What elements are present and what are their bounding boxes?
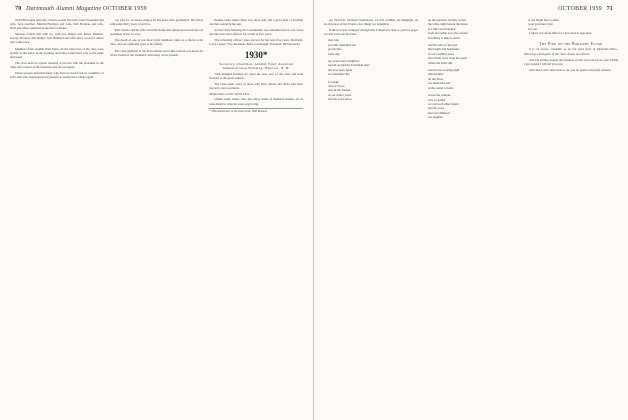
poem-line: who is it now: [328, 84, 345, 89]
poem-line: and the echo of the past: [428, 43, 458, 48]
poem-line: I wonder: [328, 79, 340, 84]
paragraph: well I'm getting around the business of this once but in our case I think I got around I will tell you now.: [524, 57, 618, 66]
section-heading: Reflections on the Third Time: [209, 92, 250, 97]
paragraph: Those present included many who had not been back in a number of years and who expressed great pleasure in seeing the College again.: [10, 71, 104, 80]
poem-line: from fear when you give a hand: [428, 31, 468, 36]
poem-line: in the sound of bells: [428, 85, 454, 90]
poem-line: the white night beside the house: [428, 22, 468, 27]
footnote: * 30th anniversary of the class at the 1960 Reunion.: [209, 108, 303, 114]
paragraph: Members from Jaquith, Paul Jones, all the long rows of the class were present at the dance in the evening, and many found their way to the game afterward.: [10, 46, 104, 59]
poem-line: that bright and handsome: [428, 47, 460, 52]
poem-line: stand in the evening light: [428, 68, 460, 73]
poem-line: of our youthful years: [428, 51, 455, 56]
poem-block: [524, 18, 618, 31]
poem-line: and all the friends: [328, 88, 351, 93]
poem-line: and the years since: [328, 97, 352, 102]
poem-block: [424, 18, 518, 120]
poem-line: our years said it might be: [328, 59, 360, 63]
poem-line: you still remember me: [328, 42, 356, 47]
poem-line: where the elms still: [428, 60, 453, 65]
poem-line: our laughter: [428, 115, 444, 120]
poem-line: we call each other friend: [428, 101, 459, 106]
poem-line: and a little word from the green: [428, 56, 468, 61]
right-columns: [324, 18, 618, 414]
poem-line: our memories and: [428, 81, 451, 86]
poem-line: days slip: [328, 38, 339, 43]
paragraph: The class sends word of those who have retired and those who have moved to new positions.: [209, 82, 304, 91]
paragraph: At the Class Meeting the Constitution was amended and it was voted that the class elect officers for a term of five years.: [209, 28, 304, 37]
poem-line: on the question friendly waves: [428, 18, 466, 22]
poem-line: but now once again: [328, 67, 353, 72]
paragraph: our Norwich, Vermont, homestead, we will scribble, by lamplight, on an old piece of birch bark a few things we remember.: [324, 18, 418, 27]
paragraph: With mingled feelings we greet the new year of the class and look forward to the great reunion.: [209, 71, 304, 81]
paragraph: Sundays found still with us, with Joe Kriger and Bruce Hubbell, George Hobson, Jim Hodge, Jack Hubbard and wife and a crowd of others who came back.: [10, 32, 104, 45]
left-columns: [10, 18, 303, 414]
right-issue-date: OCTOBER 1959: [558, 6, 602, 12]
poem-line: on our faces: [428, 76, 444, 81]
paragraph: can Can Co. in whose employ he has been since graduation. He retired with some thirty years of service.: [109, 18, 204, 27]
poem-line: if nothing is there to hold: [428, 35, 460, 40]
paragraph: If the tree bear strangely enough that it should be able to yield us pages we will write out the lines.: [324, 28, 418, 37]
paragraph: And then I will come back to see you all again at the next reunion.: [529, 67, 612, 72]
left-magazine-title: Dartmouth Alumni Magazine: [26, 6, 102, 12]
box-heading: The Pike on the Barnaby Floor: [539, 41, 603, 47]
paragraph: The class gathered at the Fall reunion and a fine turnout was noted for all the events of the weekend, with many wives present.: [109, 48, 204, 57]
box-caption: It is, of course, Chandler as on the home floor in Plymouth Mass., following a ball game of the class, shown at a dinner.: [524, 47, 618, 56]
paragraph: Unlike some others who also enjoy times of sheltered leisure, let us look ahead to what the years may bring.: [209, 97, 304, 106]
left-column-3: [209, 18, 303, 414]
paragraph: Bonnie Oaks where there was more golf and a great deal of bowling and fun around in the sun.: [209, 18, 304, 27]
poem-line: you & hers: [328, 47, 342, 52]
poem-block: [324, 38, 418, 101]
class-secretary-line: Secretary–Chairman, Alumni Fund; Assistant Administration Building, Hanover, N. H.: [219, 61, 294, 70]
paragraph: The following officers were elected for the next five years: President, Larry Leeper; Vice President, Elliot Cavanaugh; Treasurer, Bill Secretary.: [209, 38, 304, 47]
right-column-1: [324, 18, 418, 414]
paragraph: The death of one of our most loyal members came as a shock to the class, and our sympathy goes to his family.: [109, 38, 204, 47]
paragraph: The class held its regular meeting at the Inn with the president in the chair and a report of the treasurer read and accepted.: [10, 60, 104, 69]
left-column-2: [110, 18, 204, 414]
poem-line: to let you know just: [528, 22, 553, 27]
paragraph: I figure it is about time for a new deal in ages here.: [529, 31, 593, 36]
poem-line: is a little word spoken: [428, 26, 456, 31]
right-column-2: [424, 18, 518, 414]
poem-line: and the years: [428, 106, 445, 111]
poem-line: for you: [528, 26, 538, 31]
poem-line: I am only: [328, 51, 340, 56]
right-column-3: [524, 18, 618, 414]
paragraph: Bob Greene and his wife sold their home this spring and moved into an apartment closer to town.: [109, 28, 204, 37]
left-page-header: [12, 6, 147, 12]
left-issue-date: OCTOBER 1959: [103, 6, 147, 12]
class-year-heading: 1930*: [244, 49, 268, 60]
poem-line: we remember the: [328, 72, 350, 77]
paragraph: with Phil Gagne and wife, Charlie Gould and wife, Jack Fessenden and wife, Jack Gardner, Marvin Hartman and wife, Neil Herman and wife, Nick and others gathered in the Inn for dinner.: [10, 18, 104, 31]
poem-line: or me might feel to enter: [528, 18, 559, 22]
poem-line: like the hills: [428, 72, 444, 77]
right-page: [314, 0, 628, 420]
right-page-number: 71: [606, 6, 613, 12]
poem-line: and all around the Freshman days: [328, 63, 370, 68]
right-page-header: [558, 6, 616, 12]
poem-line: of our senior years: [328, 92, 352, 97]
left-page-number: 70: [15, 6, 22, 12]
left-column-1: [10, 18, 104, 414]
poem-line: still we gather: [428, 97, 446, 102]
poem-line: have not dimmed: [428, 110, 450, 115]
poem-line: across the campus: [428, 93, 451, 98]
